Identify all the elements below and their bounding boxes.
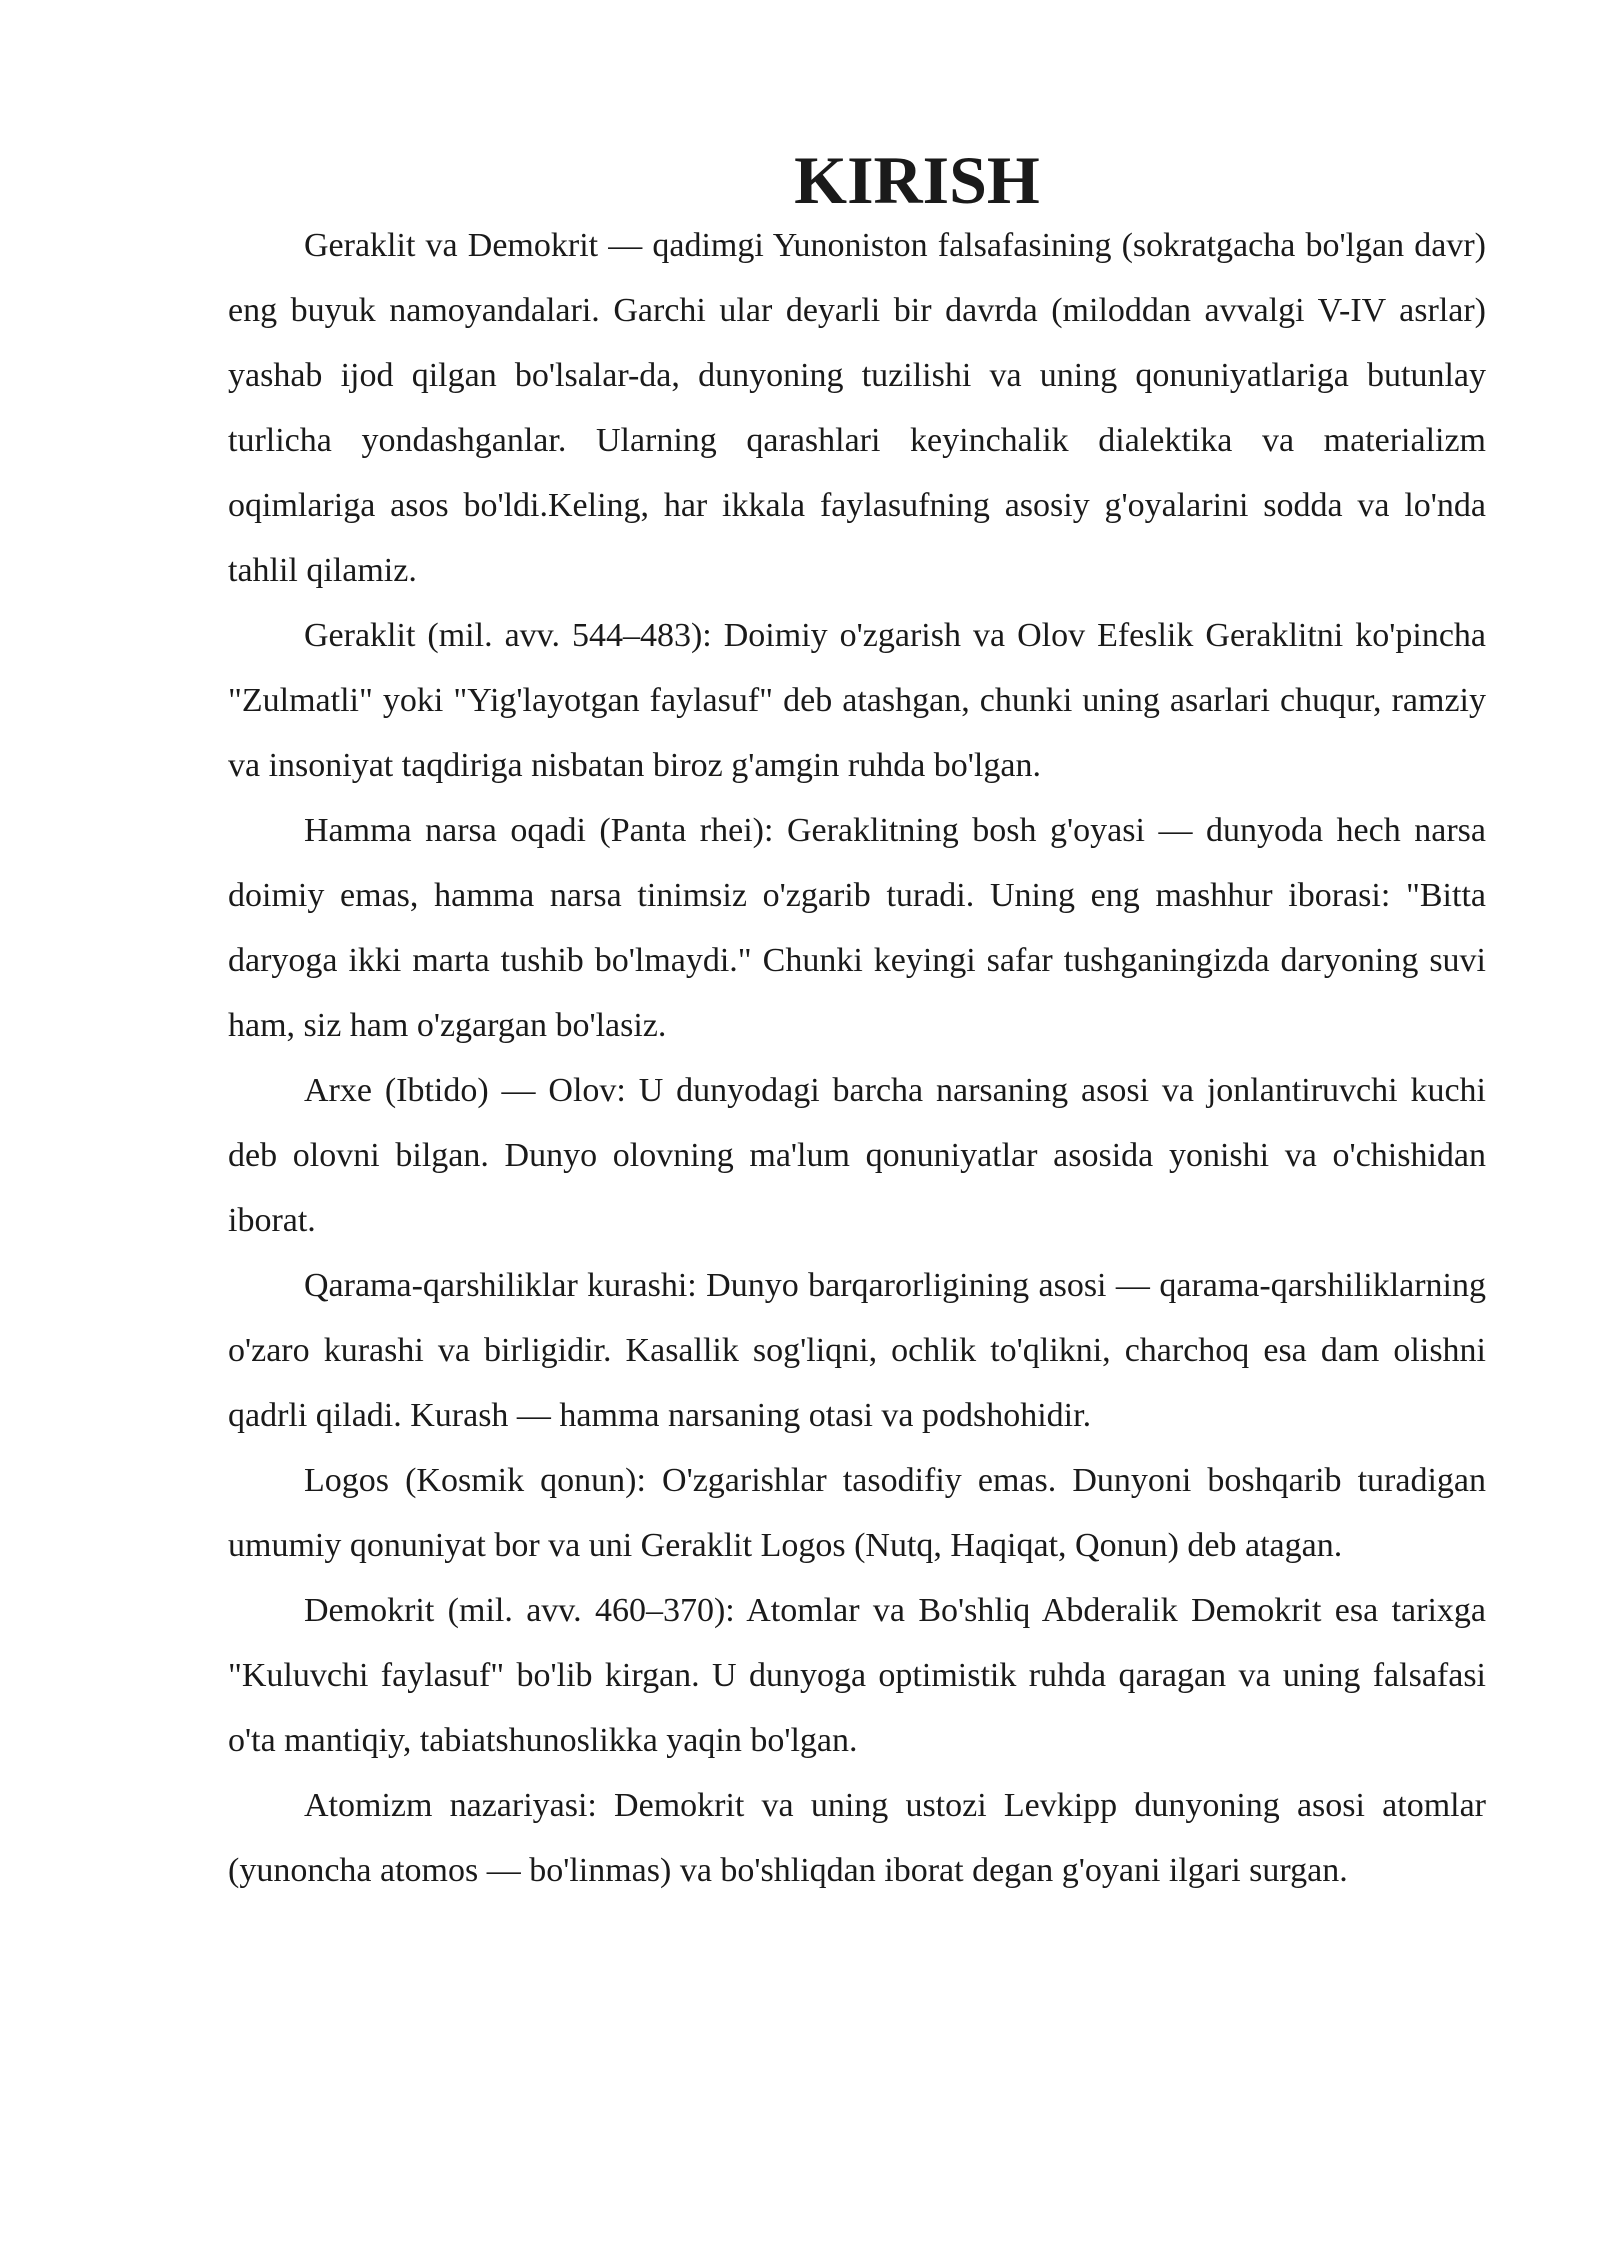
paragraph-demokrit: Demokrit (mil. avv. 460–370): Atomlar va Bo'shliq Abderalik Demokrit esa tarixga "Kuluvchi faylasuf" bo'lib kirgan. U dunyoga optimistik ruhda qaragan va uning falsafasi o'ta mantiqiy, tabiatshunoslikka yaqin bo'lgan.	[228, 1592, 1486, 1759]
paragraph-intro: Geraklit va Demokrit — qadimgi Yunoniston falsafasining (sokratgacha bo'lgan davr) eng buyuk namoyandalari. Garchi ular deyarli bir davrda (miloddan avvalgi V-IV asrlar) yashab ijod qilgan bo'lsalar-da, dunyoning tuzilishi va uning qonuniyatlariga butunlay turlicha yondashganlar. Ularning qarashlari keyinchalik dialektika va materializm oqimlariga asos bo'ldi.Keling, har ikkala faylasufning asosiy g'oyalarini sodda va lo'nda tahlil qilamiz.	[228, 227, 1486, 589]
paragraph-geraklit: Geraklit (mil. avv. 544–483): Doimiy o'zgarish va Olov Efeslik Geraklitni ko'pincha "Zulmatli" yoki "Yig'layotgan faylasuf" deb atashgan, chunki uning asarlari chuqur, ramziy va insoniyat taqdiriga nisbatan biroz g'amgin ruhda bo'lgan.	[228, 617, 1486, 784]
paragraph-panta-rhei: Hamma narsa oqadi (Panta rhei): Geraklitning bosh g'oyasi — dunyoda hech narsa doimiy emas, hamma narsa tinimsiz o'zgarib turadi. Uning eng mashhur iborasi: "Bitta daryoga ikki marta tushib bo'lmaydi." Chunki keyingi safar tushganingizda daryoning suvi ham, siz ham o'zgargan bo'lasiz.	[228, 812, 1486, 1044]
document-body	[228, 142, 1486, 1903]
paragraph-arxe: Arxe (Ibtido) — Olov: U dunyodagi barcha narsaning asosi va jonlantiruvchi kuchi deb olovni bilgan. Dunyo olovning ma'lum qonuniyatlar asosida yonishi va o'chishidan iborat.	[228, 1072, 1486, 1239]
paragraph-logos: Logos (Kosmik qonun): O'zgarishlar tasodifiy emas. Dunyoni boshqarib turadigan umumiy qonuniyat bor va uni Geraklit Logos (Nutq, Haqiqat, Qonun) deb atagan.	[228, 1462, 1486, 1564]
page-title: KIRISH	[794, 142, 1040, 218]
paragraph-opposites: Qarama-qarshiliklar kurashi: Dunyo barqarorligining asosi — qarama-qarshiliklarning o'zaro kurashi va birligidir. Kasallik sog'liqni, ochlik to'qlikni, charchoq esa dam olishni qadrli qiladi. Kurash — hamma narsaning otasi va podshohidir.	[228, 1267, 1486, 1434]
paragraph-atomism: Atomizm nazariyasi: Demokrit va uning ustozi Levkipp dunyoning asosi atomlar (yunoncha atomos — bo'linmas) va bo'shliqdan iborat degan g'oyani ilgari surgan.	[228, 1787, 1486, 1889]
